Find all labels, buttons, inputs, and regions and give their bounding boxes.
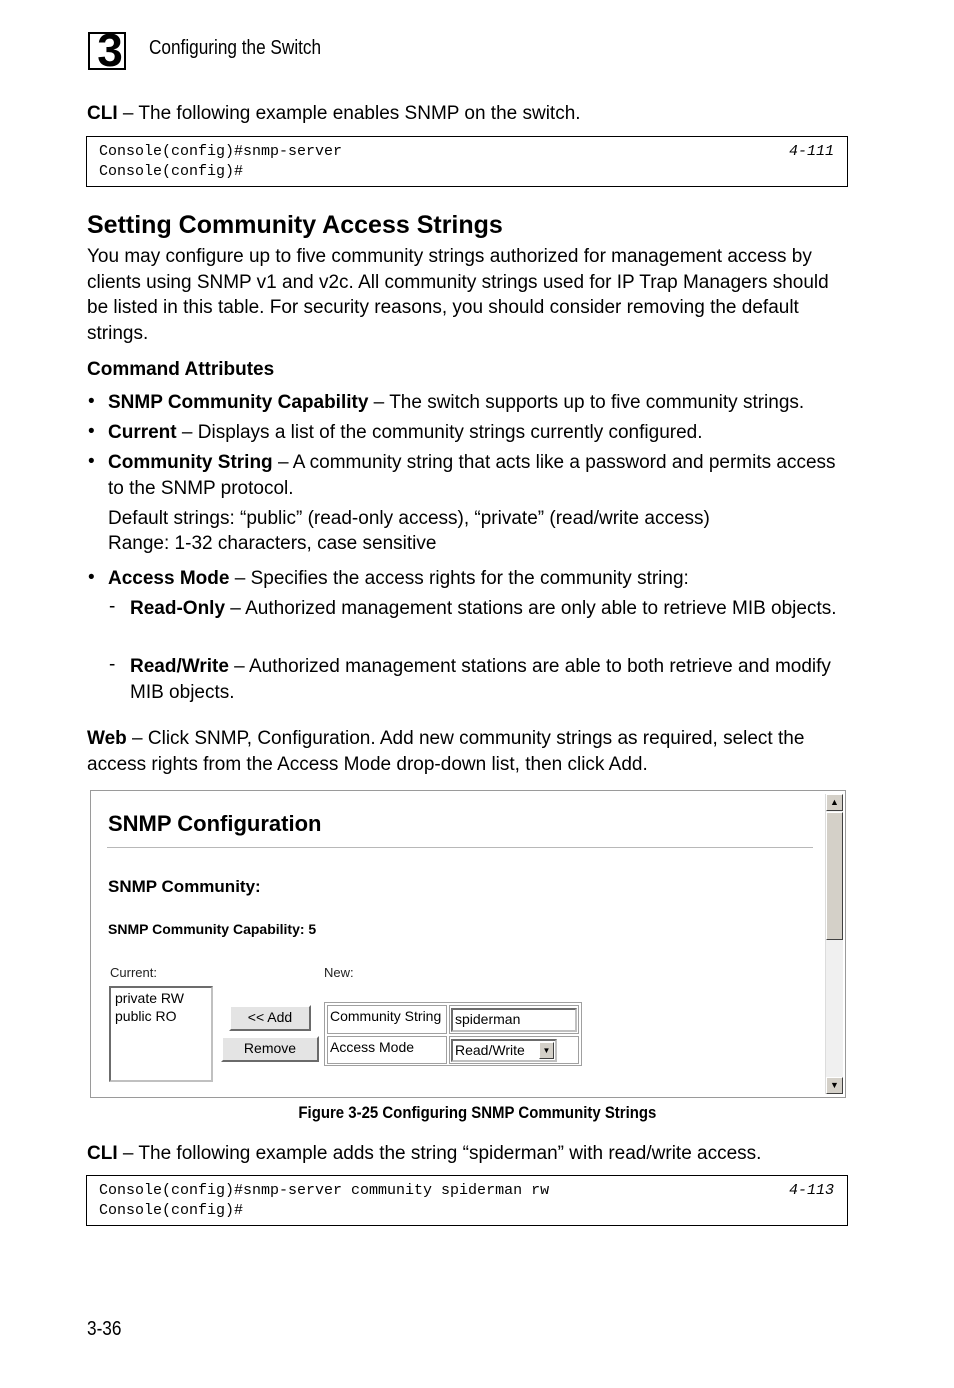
current-strings-list[interactable] (109, 986, 213, 1082)
command-reference: 4-111 (788, 143, 834, 160)
code-line: Console(config)#snmp-server (99, 143, 343, 160)
attribute-term: Community String (108, 452, 273, 473)
access-mode-option (130, 654, 840, 705)
dash-marker: - (109, 596, 116, 617)
snmp-configuration-screenshot (90, 790, 846, 1098)
attribute-item (108, 450, 843, 501)
page-number: 3-36 (87, 1318, 122, 1340)
code-line: Console(config)# (99, 1202, 244, 1219)
access-mode-select[interactable] (451, 1039, 557, 1062)
attribute-item (108, 420, 858, 446)
scroll-down-icon[interactable]: ▼ (826, 1077, 843, 1094)
bullet-marker: • (88, 391, 95, 412)
attribute-item (108, 390, 868, 416)
community-string-cell (449, 1005, 579, 1034)
section-intro: You may configure up to five community strings authorized for management access by clients using SNMP v1 and v2c. All community strings used for IP Trap Managers should be listed in this table. For security reasons, you should consider removing the default strings. (87, 246, 829, 344)
scroll-up-icon[interactable]: ▲ (826, 794, 843, 811)
attribute-note: Range: 1-32 characters, case sensitive (108, 533, 437, 554)
bullet-marker: • (88, 567, 95, 588)
cli-intro-text: – The following example adds the string “spiderman” with read/write access. (117, 1143, 762, 1164)
attribute-desc: – Displays a list of the community strings currently configured. (176, 422, 703, 443)
attribute-desc: – The switch supports up to five community strings. (368, 392, 805, 413)
list-item[interactable]: private RW (115, 990, 184, 1006)
vertical-scrollbar[interactable] (825, 794, 843, 1094)
bullet-marker: • (88, 451, 95, 472)
access-mode-value: Read/Write (455, 1042, 525, 1058)
community-capability: SNMP Community Capability: 5 (108, 921, 317, 937)
cli-intro-1 (87, 101, 857, 127)
attribute-term: Access Mode (108, 568, 230, 589)
scrollbar-thumb[interactable] (826, 812, 843, 940)
attribute-desc: – A community string that acts like a password and permits access to the SNMP protocol. (108, 452, 836, 499)
web-text: – Click SNMP, Configuration. Add new community strings as required, select the access rights from the Access Mode drop-down list, then click Add. (87, 728, 805, 775)
attribute-desc: – Specifies the access rights for the community string: (229, 568, 689, 589)
community-string-label: Community String (327, 1005, 447, 1034)
snmp-community-heading: SNMP Community: (108, 877, 261, 896)
dash-marker: - (109, 654, 116, 675)
running-title: Configuring the Switch (149, 37, 322, 59)
new-community-form (324, 1002, 582, 1066)
cli-label: CLI (87, 103, 118, 124)
option-desc: – Authorized management stations are only able to retrieve MIB objects. (225, 598, 837, 619)
figure-caption (0, 1103, 954, 1123)
attribute-item (108, 566, 848, 592)
option-term: Read/Write (130, 656, 229, 677)
code-line: Console(config)# (99, 163, 244, 180)
code-block-2 (86, 1175, 848, 1226)
cli-intro-2 (87, 1141, 857, 1167)
current-label: Current: (110, 965, 157, 980)
new-label: New: (324, 965, 354, 980)
add-button[interactable]: << Add (229, 1005, 311, 1031)
option-term: Read-Only (130, 598, 226, 619)
bullet-marker: • (88, 421, 95, 442)
web-label: Web (87, 728, 127, 749)
code-line: Console(config)#snmp-server community spiderman rw (99, 1182, 550, 1199)
cli-intro-text: – The following example enables SNMP on the switch. (117, 103, 581, 124)
code-block-1 (86, 136, 848, 187)
chevron-down-icon[interactable]: ▼ (539, 1042, 554, 1059)
cli-label: CLI (87, 1143, 118, 1164)
attribute-note: Default strings: “public” (read-only access), “private” (read/write access) (108, 508, 710, 529)
community-string-input[interactable]: spiderman (451, 1008, 577, 1032)
attributes-heading: Command Attributes (87, 359, 275, 380)
figure-caption-text: Figure 3-25 Configuring SNMP Community Strings (298, 1103, 656, 1122)
remove-button[interactable]: Remove (221, 1036, 319, 1062)
access-mode-option (130, 596, 840, 622)
list-item[interactable]: public RO (115, 1008, 177, 1024)
chapter-number: 3 (97, 24, 123, 76)
web-instructions (87, 726, 847, 777)
command-reference: 4-113 (788, 1182, 834, 1199)
attribute-term: Current (108, 422, 177, 443)
title-divider (107, 847, 813, 848)
access-mode-label: Access Mode (327, 1036, 447, 1064)
attribute-term: SNMP Community Capability (108, 392, 369, 413)
section-title: Setting Community Access Strings (87, 211, 503, 239)
snmp-config-title: SNMP Configuration (108, 811, 322, 836)
access-mode-cell (449, 1036, 579, 1064)
option-desc: – Authorized management stations are able to both retrieve and modify MIB objects. (130, 656, 831, 703)
